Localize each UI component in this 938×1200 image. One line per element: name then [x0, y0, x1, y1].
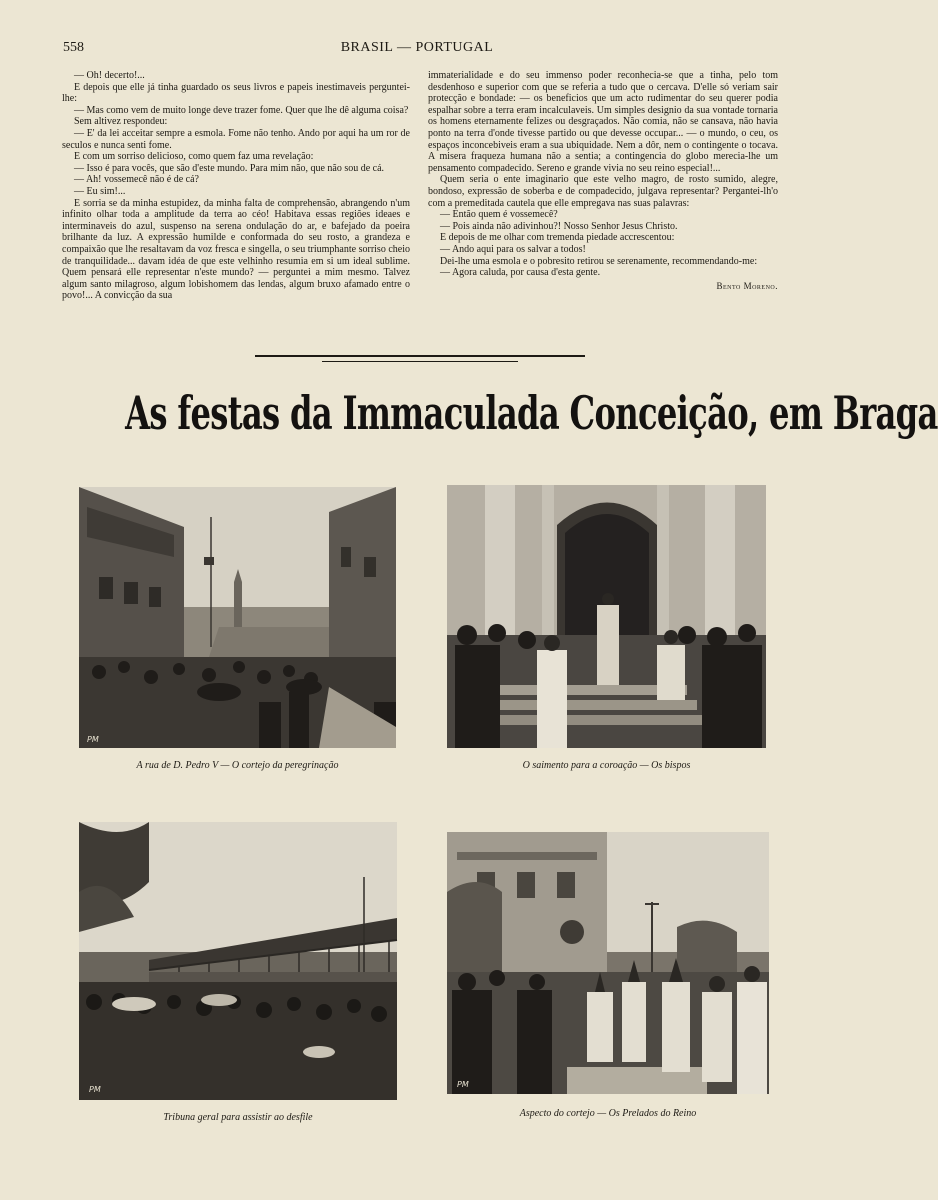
- paragraph: — Agora caluda, por causa d'esta gente.: [440, 267, 601, 279]
- photo-mark: PM: [89, 1085, 101, 1094]
- paragraph: E com um sorriso delicioso, como quem faz uma revelação:: [74, 151, 314, 163]
- photo-caption: Tribuna geral para assistir ao desfile: [163, 1112, 313, 1123]
- photo-bishops-departure: [447, 485, 766, 748]
- paragraph: — E' da lei acceitar sempre a esmola. Fome não tenho. Ando por aqui ha um ror de seculos e nunca senti fome.: [62, 127, 410, 151]
- paragraph: — Ah! vossemecê não é de cá?: [74, 174, 199, 186]
- street-procession-image: [79, 487, 396, 748]
- paragraph: Sem altivez respondeu:: [74, 116, 168, 128]
- paragraph: E depois que elle já tinha guardado os seus livros e papeis inestimaveis perguntei-lhe:: [62, 81, 410, 105]
- paragraph: E sorria se da minha estupidez, da minha falta de comprehensão, abrangendo n'um infinito olhar toda a amplitude da terra ao céo! Habitava essas regiões ideaes e interminaveis do azul, suspenso na serena ondulação do ar, e bafejado da poeira brilhante da luz. A expressão humilde e conformada do seu rosto, a grandeza e compaixão que lhe resaltavam da voz fresca e singella, o seu triumphante sorriso cheio de tranquilidade... davam idéa de que este velhinho resumia em si um ideal sublime. Quem pensará elle representar n'este mundo? — perguntei a mim mesmo. Talvez algum santo milagroso, algum lobishomem das lendas, algum bruxo afamado entre o povo!... A convicção da sua: [62, 197, 410, 302]
- page-number: 558: [63, 40, 84, 55]
- running-title: BRASIL — PORTUGAL: [340, 40, 494, 55]
- photo-grandstand: [79, 822, 397, 1100]
- feature-headline: As festas da Immaculada Conceição, em Braga: [125, 386, 938, 440]
- author-signature: Bento Moreno.: [716, 280, 778, 291]
- paragraph: — Então quem é vossemecê?: [440, 209, 558, 221]
- bishops-departure-image: [447, 485, 766, 748]
- paragraph: Dei-lhe uma esmola e o pobresito retirou se serenamente, recommendando-me:: [440, 255, 758, 267]
- photo-caption: A rua de D. Pedro V — O cortejo da peregrinação: [136, 760, 339, 771]
- paragraph: — Pois ainda não adivinhou?! Nosso Senhor Jesus Christo.: [440, 220, 678, 232]
- photo-prelates: [447, 832, 769, 1094]
- section-divider: [322, 361, 518, 362]
- article-left-column: [62, 70, 410, 302]
- photo-mark: PM: [457, 1080, 469, 1089]
- grandstand-image: [79, 822, 397, 1100]
- paragraph: — Mas como vem de muito longe deve trazer fome. Quer que lhe dê alguma coisa?: [74, 104, 409, 116]
- paragraph: — Ando aqui para os salvar a todos!: [440, 243, 586, 255]
- photo-caption: O saimento para a coroação — Os bispos: [522, 760, 691, 771]
- section-divider: [255, 355, 585, 357]
- paragraph: immaterialidade e do seu immenso poder reconhecia-se que a tinha, pelo tom desdenhoso e superior com que se referia a tudo que o cercava. D'elle só veriam sair protecção e bondade: — os beneficios que um acto rudimentar do seu querer podia espalhar sobre a terra eram incalculaveis. Um simples designio da sua vontade tornaria os homens eternamente felizes ou desgraçados. Não comia, não se cansava, não havia ponto na terra d'onde tivesse partido ou que devesse occupar... — o mundo, o ceu, os espaços inconcebiveis eram a sua ubiquidade. Nem a dôr, nem o contingente o tocava. A misera fraqueza humana não a sentia; a contingencia do globo merecia-lhe um pensamento compadecido. Sereno e grande vivia no seu reino especial!...: [428, 70, 778, 174]
- paragraph: — Oh! decerto!...: [74, 70, 145, 81]
- photo-street-procession: [79, 487, 396, 748]
- paragraph: — Isso é para vocês, que são d'este mundo. Para mim não, que não sou de cá.: [74, 162, 385, 174]
- photo-mark: PM: [87, 735, 99, 744]
- photo-caption: Aspecto do cortejo — Os Prelados do Reino: [519, 1108, 697, 1119]
- paragraph: Quem seria o ente imaginario que este velho magro, de rosto sumido, alegre, bondoso, expressão de soberba e de compadecido, julgava representar? Pergantei-lh'o com a premeditada cautela que elle empregava nas suas palavras:: [428, 174, 778, 209]
- article-right-column: [428, 70, 778, 292]
- prelates-image: [447, 832, 769, 1094]
- paragraph: E depois de me olhar com tremenda piedade accrescentou:: [440, 232, 675, 244]
- paragraph: — Eu sim!...: [74, 185, 126, 197]
